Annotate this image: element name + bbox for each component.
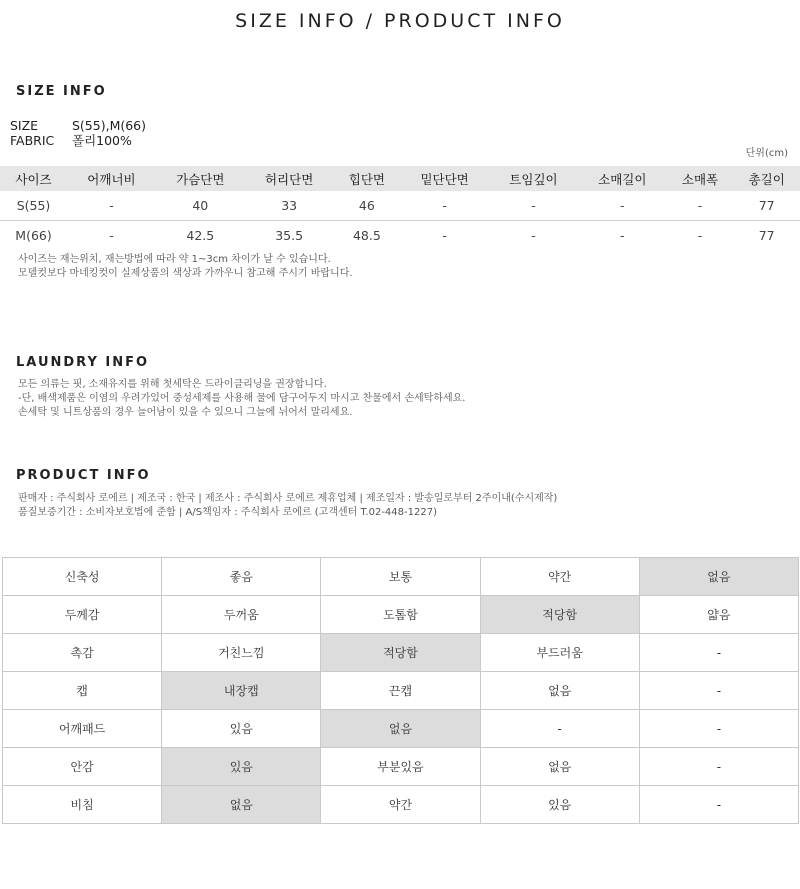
feel-option-cell: - [480,710,639,748]
col-header: 소매길이 [578,166,667,191]
table-cell: 46 [334,191,401,221]
feel-row [3,558,799,596]
laundry-text [18,378,465,420]
table-cell: M(66) [15,228,52,243]
table-cell: S(55) [0,191,67,221]
table-cell: - [109,228,114,243]
fabric-label: FABRIC [10,133,55,148]
table-cell: 42.5 [186,228,215,243]
feel-row [3,710,799,748]
feel-option-cell: 적당함 [480,596,639,634]
table-cell: - [442,228,447,243]
feel-option-cell: 두꺼움 [162,596,321,634]
feel-option-cell: - [639,634,798,672]
note-line: 모델컷보다 마네킹컷이 실제상품의 색상과 가까우니 참고해 주시기 바랍니다. [18,268,353,279]
size-table [0,166,800,250]
table-cell: - [697,228,703,243]
feel-attribute-label: 캡 [3,672,162,710]
table-cell: 77 [733,191,800,221]
feel-option-cell: 있음 [480,786,639,824]
size-notes [18,253,353,281]
table-row [0,221,800,251]
table-cell: - [400,191,489,221]
col-header: 밑단단면 [400,166,489,191]
feel-option-cell: 없음 [639,558,798,596]
fabric-value: 폴리100% [72,133,132,148]
size-label: SIZE [10,118,39,133]
table-cell: 77 [758,228,775,243]
feel-row [3,786,799,824]
feel-option-cell: 내장캡 [162,672,321,710]
feel-option-cell: - [639,748,798,786]
table-cell: - [578,191,667,221]
feel-option-cell: - [639,786,798,824]
feel-option-cell: 보통 [321,558,480,596]
laundry-line: -단, 배색제품은 이염의 우려가있어 중성세제를 사용해 물에 담구어두지 마시고 찬물에서 손세탁하세요. [18,393,466,404]
feel-attribute-label: 어깨패드 [3,710,162,748]
note-line: 사이즈는 재는위치, 재는방법에 따라 약 1~3cm 차이가 날 수 있습니다. [18,254,331,265]
feel-attribute-label: 비침 [3,786,162,824]
table-cell: 48.5 [352,228,381,243]
col-header: 가슴단면 [156,166,245,191]
feel-row [3,672,799,710]
feel-option-cell: 좋음 [162,558,321,596]
feel-option-cell: 있음 [162,748,321,786]
table-cell: - [67,191,156,221]
spec-block [10,118,146,148]
table-cell: 40 [156,191,245,221]
table-cell: 33 [245,191,334,221]
feel-option-cell: - [639,710,798,748]
feel-option-cell: 약간 [480,558,639,596]
page-title: SIZE INFO / PRODUCT INFO [235,10,565,32]
unit-label: 단위(cm) [745,148,788,159]
feel-option-cell: 없음 [480,748,639,786]
feel-option-cell: 약간 [321,786,480,824]
table-cell: - [667,191,734,221]
feel-option-cell: 없음 [321,710,480,748]
table-cell: - [489,191,578,221]
size-row [10,118,146,133]
product-info-heading: PRODUCT INFO [16,468,151,483]
size-value: S(55),M(66) [72,118,147,133]
feel-option-cell: - [639,672,798,710]
feel-option-cell: 부드러움 [480,634,639,672]
feel-option-cell: 없음 [162,786,321,824]
size-table-header [0,166,800,191]
feel-option-cell: 있음 [162,710,321,748]
product-line: 품질보증기간 : 소비자보호법에 준함 | A/S책임자 : 주식회사 로에르 (고객센터 T.02-448-1227) [18,507,437,518]
product-text [18,492,557,520]
col-header: 트임깊이 [489,166,578,191]
col-header: 총길이 [733,166,800,191]
feel-option-cell: 부분있음 [321,748,480,786]
size-info-heading: SIZE INFO [16,84,107,99]
table-cell: - [531,228,536,243]
feel-attribute-label: 안감 [3,748,162,786]
feel-row [3,634,799,672]
laundry-line: 손세탁 및 니트상품의 경우 늘어남이 있을 수 있으니 그늘에 뉘어서 말리세요. [18,407,353,418]
laundry-info-heading: LAUNDRY INFO [16,355,150,370]
col-header: 어깨너비 [67,166,156,191]
col-header: 힙단면 [334,166,401,191]
feel-option-cell: 거친느낌 [162,634,321,672]
feel-option-cell: 끈캡 [321,672,480,710]
table-cell: - [620,228,625,243]
feel-attribute-label: 두께감 [3,596,162,634]
fabric-feel-table [2,557,799,824]
feel-option-cell: 없음 [480,672,639,710]
table-cell: 35.5 [275,228,304,243]
feel-row [3,748,799,786]
feel-option-cell: 얇음 [639,596,798,634]
feel-attribute-label: 신축성 [3,558,162,596]
fabric-row [10,133,146,148]
table-row [0,191,800,221]
feel-option-cell: 적당함 [321,634,480,672]
col-header: 소매폭 [667,166,734,191]
col-header: 허리단면 [245,166,334,191]
feel-row [3,596,799,634]
feel-option-cell: 도톰함 [321,596,480,634]
product-line: 판매자 : 주식회사 로에르 | 제조국 : 한국 | 제조사 : 주식회사 로에르 제휴업체 | 제조일자 : 발송일로부터 2주이내(수시제작) [18,493,558,504]
feel-attribute-label: 촉감 [3,634,162,672]
col-header: 사이즈 [0,166,67,191]
laundry-line: 모든 의류는 핏, 소재유지를 위해 첫세탁은 드라이클리닝을 권장합니다. [18,379,327,390]
